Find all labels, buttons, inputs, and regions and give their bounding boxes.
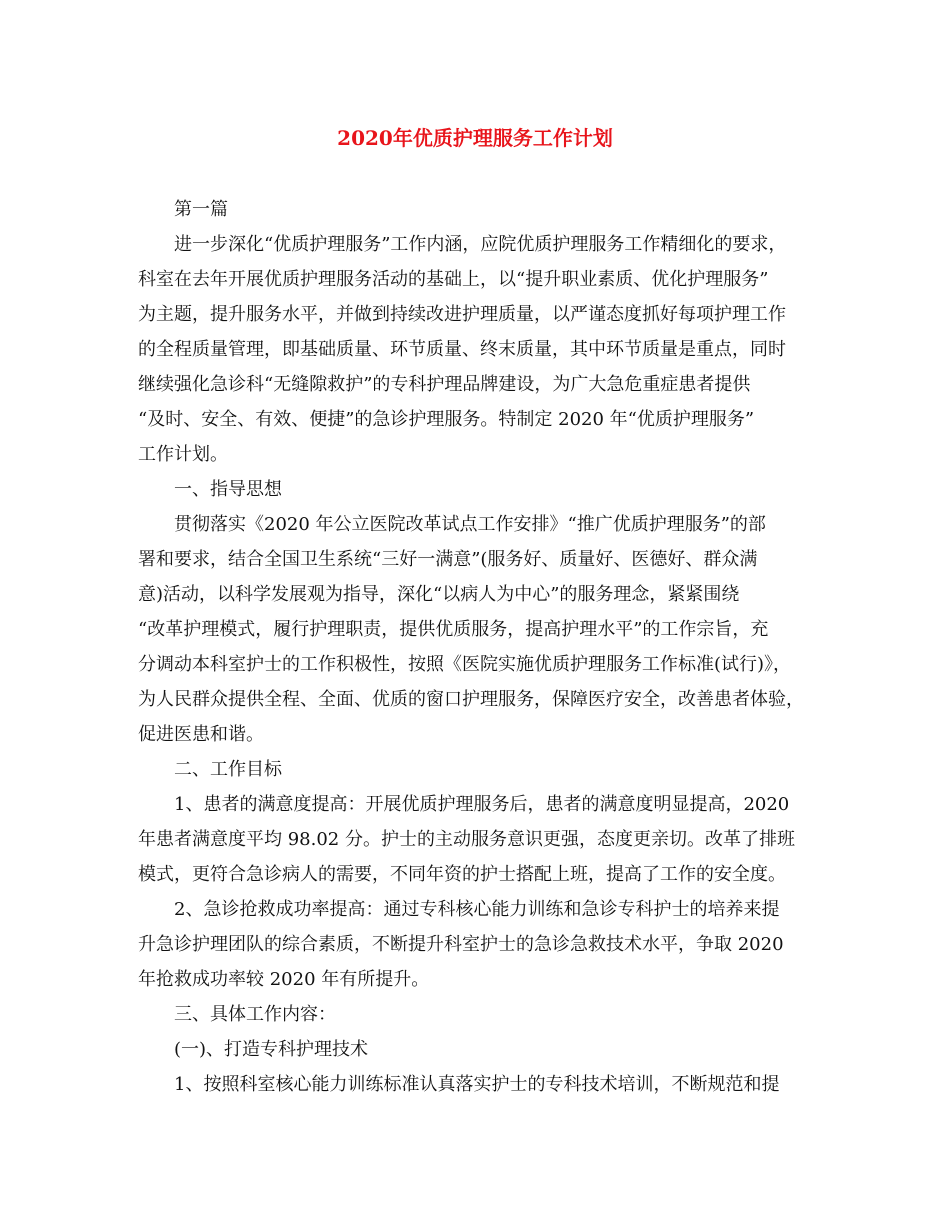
text-line: 工作计划。 xyxy=(138,444,228,465)
text-line: 署和要求，结合全国卫生系统“三好一满意”(服务好、质量好、医德好、群众满 xyxy=(138,549,758,570)
text-line: 意)活动，以科学发展观为指导，深化“以病人为中心”的服务理念，紧紧围绕 xyxy=(138,584,740,605)
text-line: 年患者满意度平均 98.02 分。护士的主动服务意识更强，态度更亲切。改革了排班 xyxy=(138,829,795,850)
text-line: 继续强化急诊科“无缝隙救护”的专科护理品牌建设，为广大急危重症患者提供 xyxy=(138,374,751,395)
text-line: 为人民群众提供全程、全面、优质的窗口护理服务，保障医疗安全，改善患者体验， xyxy=(138,689,804,710)
section-heading: 第一篇 xyxy=(174,199,228,220)
text-line: “及时、安全、有效、便捷”的急诊护理服务。特制定 2020 年“优质护理服务” xyxy=(138,409,755,430)
text-line: 1、按照科室核心能力训练标准认真落实护士的专科技术培训，不断规范和提 xyxy=(174,1074,780,1095)
text-line: 进一步深化“优质护理服务”工作内涵，应院优质护理服务工作精细化的要求， xyxy=(174,234,787,255)
section-heading: 三、具体工作内容： xyxy=(174,1004,336,1025)
text-line: 为主题，提升服务水平，并做到持续改进护理质量，以严谨态度抓好每项护理工作 xyxy=(138,304,786,325)
text-line: 的全程质量管理，即基础质量、环节质量、终末质量，其中环节质量是重点，同时 xyxy=(138,339,786,360)
text-line: 科室在去年开展优质护理服务活动的基础上，以“提升职业素质、优化护理服务” xyxy=(138,269,769,290)
text-line: 年抢救成功率较 2020 年有所提升。 xyxy=(138,969,430,990)
text-line: 模式，更符合急诊病人的需要，不同年资的护士搭配上班，提高了工作的安全度。 xyxy=(138,864,786,885)
text-line: “改革护理模式，履行护理职责，提供优质服务，提高护理水平”的工作宗旨，充 xyxy=(138,619,769,640)
text-line: 升急诊护理团队的综合素质，不断提升科室护士的急诊急救技术水平，争取 2020 xyxy=(138,934,784,955)
text-line: 2、急诊抢救成功率提高：通过专科核心能力训练和急诊专科护士的培养来提 xyxy=(174,899,780,920)
text-line: 贯彻落实《2020 年公立医院改革试点工作安排》“推广优质护理服务”的部 xyxy=(174,514,766,535)
document-title: 2020年优质护理服务工作计划 xyxy=(337,126,613,150)
text-line: 促进医患和谐。 xyxy=(138,724,264,745)
section-heading: 一、指导思想 xyxy=(174,479,282,500)
section-heading: 二、工作目标 xyxy=(174,759,282,780)
subsection-heading: (一)、打造专科护理技术 xyxy=(174,1039,369,1060)
text-line: 1、患者的满意度提高：开展优质护理服务后，患者的满意度明显提高，2020 xyxy=(174,794,790,815)
text-line: 分调动本科室护士的工作积极性，按照《医院实施优质护理服务工作标准(试行)》， xyxy=(138,654,792,675)
